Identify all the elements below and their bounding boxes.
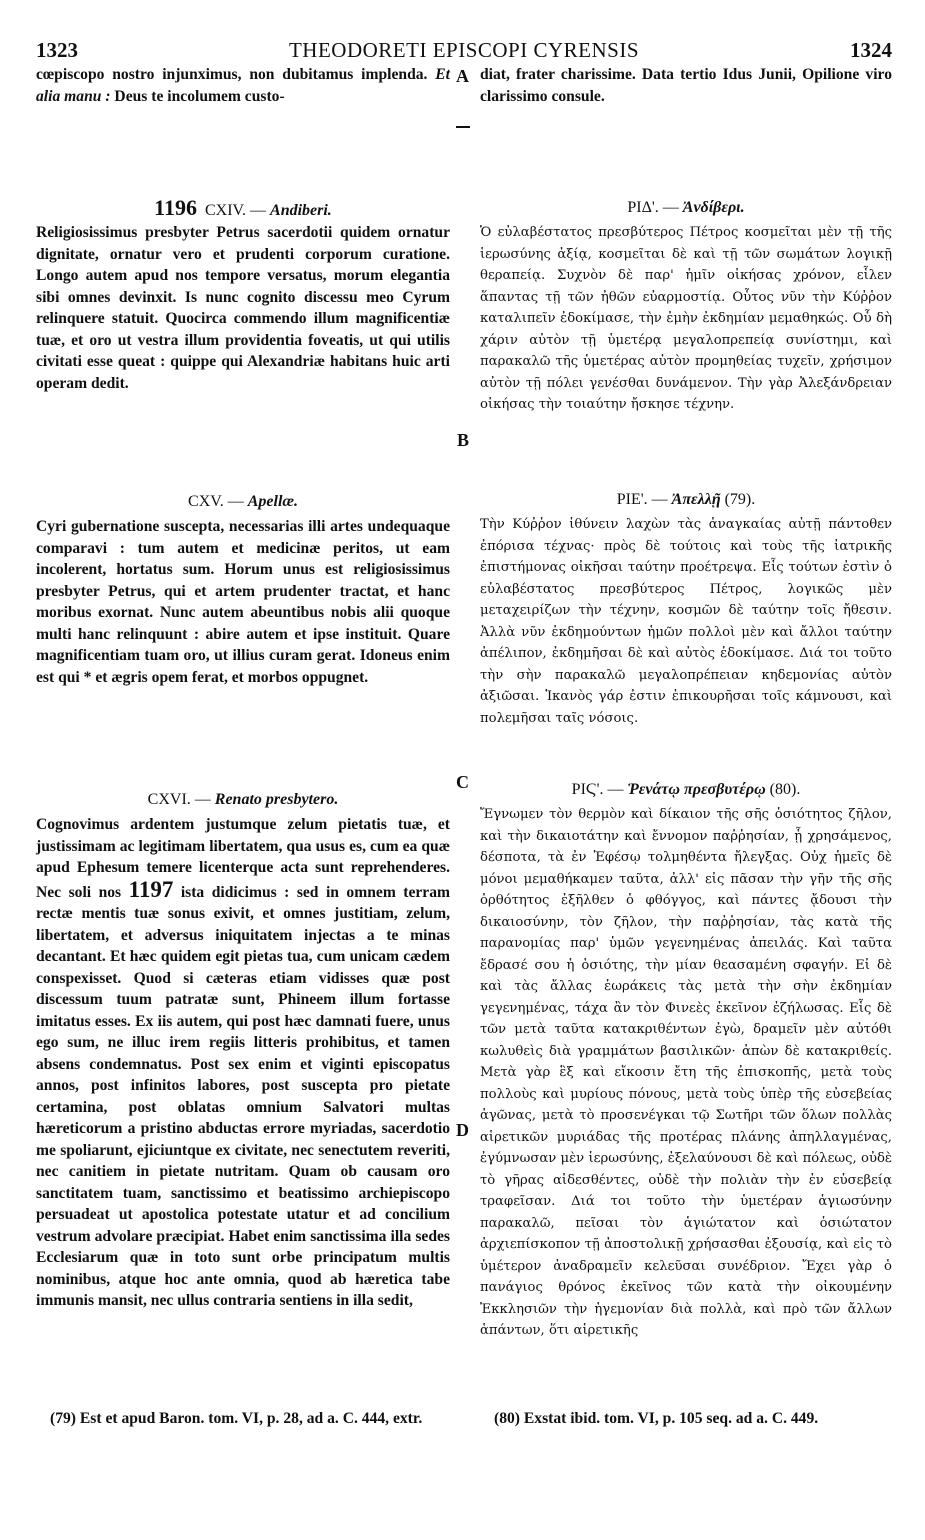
footnote-ref: (80). — [769, 781, 801, 798]
margin-letter-c: C — [456, 772, 469, 792]
latin-letter-114: Religiosissimus presbyter Petrus sacerdotii quidem ornatur dignitate, ornatur vero et prudenti corporum curatione. Longo autem apud nos tempore versatus, morum elegantia sibi omnes devinxit. Is nunc cognito discessu meo Cyrum relinquere statuit. Quocirca commendo illum magnificentiæ tuæ, et oro ut vestra illum providentia foveatis, ut qui utilis civitati esse queat : quippe qui Alexandriæ habitans huic arti operam dedit. — [36, 224, 450, 392]
column-number-inline: 1197 — [128, 876, 174, 902]
latin-heading-114 — [36, 194, 450, 222]
latin-116-part-b: ista didicimus : sed in omnem terram rectæ mentis tuæ sonus exivit, et omnes justitiam, zelum, libertatem, et adversus iniquitatem injectas a te minas decantant. Et hæc quidem egit pietas tua, cum unicam cædem conspexisset. Quod si cæteras etiam vidisses quæ post discessum tuum patratæ sunt, Phineem illum fortasse imitatus esses. Ex iis autem, qui post hæc damnati fuere, unus ego sum, ne illuc irem regiis litteris prohibitus, et tamen absens condemnatus. Post sex enim et viginti episcopatus annos, post infinitos labores, post suscepta pro pietate certamina, post oblatas omnium Salvatori multas hæreticorum a pristino abductas errore myriadas, sacerdotio me spoliarunt, ejiciuntque ex civitate, nec senectutem reveriti, nec canitiem in pietate nutritam. Quam ob causam oro sanctitatem tuam, sanctissimo et beatissimo archiepiscopo persuadeat ut apostolica potestate utatur et ad concilium vestrum advolare præcipiat. Habet enim sanctissima illa sedes Ecclesiarum quæ in toto sunt orbe principatum multis nominibus, atque hoc ante omnia, quod ab hæretica tabe immunis mansit, nec ullus contraria sentiens in illa sedit, — [36, 883, 451, 1309]
letter-number: CXIV. — — [204, 202, 267, 219]
letter-number: ΡΙϚ'. — — [571, 781, 624, 798]
addressee: Renato presbytero. — [214, 791, 339, 808]
greek-letter-115: Τὴν Κύῤῥον ἰθύνειν λαχὼν τὰς ἀναγκαίας αὐτῇ πάντοθεν ἐπόρισα τέχνας· πρὸς δὲ τούτοις καὶ τοὺς τῆς ἰατρικῆς ἐπιστήμονας οἰκῆσαι ταύτην προέτρεψα. Εἷς τούτων ἐστὶν ὁ εὐλαβέστατος πρεσβύτερος Πέτρος, λογικῶς μὲν μεταχειρίζων τὴν τέχνην, κοσμῶν δὲ ταύτην τοῖς ἤθεσιν. Ἀλλὰ νῦν ἐκδημούντων ἡμῶν πολλοὶ μὲν καὶ ἄλλοι ταύτην ἀπέλιπον, ἐκδημῆσαι δὲ καὶ αὐτὸς ἐδοκίμασε. Διά τοι τοῦτο τὴν σὴν παρακαλῶ μεγαλοπρέπειαν κηδεμονίας αὐτὸν ἀξιῶσαι. Ἱκανὸς γάρ ἐστιν ἐπικουρῆσαι τοῖς κάμνουσι, καὶ πολεμῆσαι ταῖς νόσοις. — [480, 517, 892, 726]
latin-heading-116 — [36, 786, 450, 814]
letter-number: ΡΙΕ'. — — [616, 491, 668, 508]
letter-number: ΡΙΔ'. — — [627, 199, 679, 216]
intro-italic: Et alia manu : — [36, 66, 450, 105]
running-title: THEODORETI EPISCOPI CYRENSIS — [288, 38, 640, 62]
margin-letter-d: D — [456, 1120, 469, 1140]
latin-column — [36, 64, 450, 1540]
footnote-80: (80) Exstat ibid. tom. VI, p. 105 seq. ad a. C. 449. — [494, 1410, 819, 1427]
latin-letter-115: Cyri gubernatione suscepta, necessarias illi artes undequaque comparavi : tum autem et medicinæ peritos, ut eam incolerent, hortatus sum. Horum unus est religiosissimus presbyter Petrus, qui et artem prudenter tractat, et hanc moribus exornat. Nunc autem abeuntibus nobis alii quoque multi hanc relinquunt : abire autem et ipse instituit. Quare magnificentiam tuam oro, ut illius curam gerat. Idoneus enim est qui * et ægris opem ferat, et morbos oppugnet. — [36, 518, 450, 686]
page-number-left: 1323 — [36, 38, 78, 62]
running-head — [36, 38, 892, 62]
addressee: Ἀπελλῇ — [671, 491, 721, 508]
addressee: Ῥενάτῳ πρεσβυτέρῳ — [627, 781, 766, 798]
addressee: Ἀνδίβερι. — [682, 199, 745, 216]
latin-letter-116 — [36, 814, 450, 1312]
column-number: 1196 — [154, 195, 197, 220]
greek-heading-115 — [480, 486, 892, 514]
addressee: Apellæ. — [247, 493, 298, 510]
greek-letter-114: Ὁ εὐλαβέστατος πρεσβύτερος Πέτρος κοσμεῖται μὲν τῇ τῆς ἱερωσύνης ἀξίᾳ, κοσμεῖται δὲ καὶ τῇ τῶν σωμάτων λογικῇ θεραπείᾳ. Συχνὸν δὲ παρ' ἡμῖν οἰκήσας χρόνον, εἷλεν ἅπαντας τῇ τῶν ἠθῶν εὐαρμοστίᾳ. Οὗτος νῦν τὴν Κύῤῥον καταλιπεῖν ἐδοκίμασε, τὴν ἐμὴν ἐκδημίαν μεμαθηκώς. Οὗ δὴ χάριν αὐτὸν τῇ ὑμετέρᾳ μεγαλοπρεπείᾳ συνίστημι, καὶ παρακαλῶ τῆς ὑμετέρας αὐτὸν προμηθείας τυχεῖν, χρήσιμον αὐτὸν τῇ πόλει γενέσθαι δυνάμενον. Τὴν γὰρ Ἀλεξάνδρειαν οἰκήσας τὴν τοιαύτην ἤσκησε τέχνην. — [480, 225, 892, 412]
greek-heading-116 — [480, 776, 892, 804]
latin-heading-115 — [36, 488, 450, 516]
footnote-ref: (79). — [724, 491, 756, 508]
greek-column — [480, 64, 892, 1540]
margin-letter-a: A — [456, 66, 469, 86]
margin-letter-b: B — [457, 430, 470, 450]
greek-intro: diat, frater charissime. Data tertio Idus Junii, Opilione viro clarissimo consule. — [480, 66, 892, 105]
latin-intro: cœpiscopo nostro injunximus, non dubitamus implenda. Et alia manu : Deus te incolumem custo- — [36, 66, 450, 105]
footnote-79: (79) Est et apud Baron. tom. VI, p. 28, ad a. C. 444, extr. — [50, 1410, 423, 1427]
latin-116-part-a: Cognovimus ardentem justumque zelum pietatis tuæ, et justissimam ac legitimam libertatem, qua usus es, cum ea quæ apud Ephesum temere licenterque acta sunt reprehenderes. Nec soli nos — [36, 816, 450, 901]
page-number-right: 1324 — [850, 38, 892, 62]
margin-dash — [456, 126, 470, 128]
greek-heading-114 — [480, 194, 892, 222]
letter-number: CXV. — — [188, 493, 244, 510]
addressee: Andiberi. — [270, 202, 332, 219]
greek-letter-116: Ἔγνωμεν τὸν θερμὸν καὶ δίκαιον τῆς σῆς ὁσιότητος ζῆλον, καὶ τὴν δικαιοτάτην καὶ ἔννομον παῤῥησίαν, ᾗ χρησάμενος, δέσποτα, τὰ ἐν Ἐφέσῳ τολμηθέντα ἤλεγξας. Οὐχ ἡμεῖς δὲ μόνοι μεμαθήκαμεν ταῦτα, ἀλλ' εἰς πᾶσαν τὴν γῆν τῆς σῆς ὀρθότητος ἐξῆλθεν ὁ φθόγγος, καὶ πάντες ᾄδουσι τὴν δικαιοσύνην, τὸν ζῆλον, τὴν παῤῥησίαν, τὰς κατὰ τῆς παρανομίας παρ' ὑμῶν γεγενημένας ἀπειλάς. Καὶ ταῦτα ἔδρασέ σου ἡ ὁσιότης, τὴν μίαν θεασαμένη σφαγήν. Εἰ δὲ καὶ τὰς ἄλλας ἑωράκεις τὰς μετὰ τὴν σὴν ἐκδημίαν γεγενημένας, τάχα ἂν τὸν Φινεὲς ἐκεῖνον ἐζήλωσας. Εἷς δὲ τῶν μετὰ ταῦτα κατακριθέντων ἐγὼ, δραμεῖν μὲν αὐτόθι κωλυθεὶς διὰ γραμμάτων βασιλικῶν· ἀπὼν δὲ κατακριθείς. Μετὰ γὰρ ἓξ καὶ εἴκοσιν ἔτη τῆς ἐπισκοπῆς, μετὰ τοὺς πολλοὺς καὶ μυρίους πόνους, μετὰ τοὺς ὑπὲρ τῆς εὐσεβείας ἀγῶνας, μετὰ τὸ προσενέγκαι τῷ Σωτῆρι τῶν ὅλων πολλὰς αἱρετικῶν μυριάδας τῆς προτέρας πλάνης ἀπηλλαγμένας, ἐγύμνωσαν μὲν ἱερωσύνης, ἐξελαύνουσι δὲ καὶ πόλεως, οὐδὲ τὸ γῆρας αἰδεσθέντες, οὐδὲ τὴν πολιὰν τὴν ἐν εὐσεβείᾳ τραφεῖσαν. Διά τοι τοῦτο τὴν ὑμετέραν ἁγιωσύνην παρακαλῶ, πεῖσαι τὸν ἁγιώτατον καὶ ὁσιώτατον ἀρχιεπίσκοπον τῇ ἀποστολικῇ χρήσασθαι ἐξουσίᾳ, καὶ εἰς τὸ ὑμέτερον ἀναδραμεῖν κελεῦσαι συνέδριον. Ἔχει γὰρ ὁ πανάγιος θρόνος ἐκεῖνος τῶν κατὰ τὴν οἰκουμένην Ἐκκλησιῶν τὴν ἡγεμονίαν διὰ πολλὰ, καὶ πρὸ τῶν ἄλλων ἁπάντων, ὅτι αἱρετικῆς — [480, 807, 892, 1338]
letter-number: CXVI. — — [147, 791, 211, 808]
